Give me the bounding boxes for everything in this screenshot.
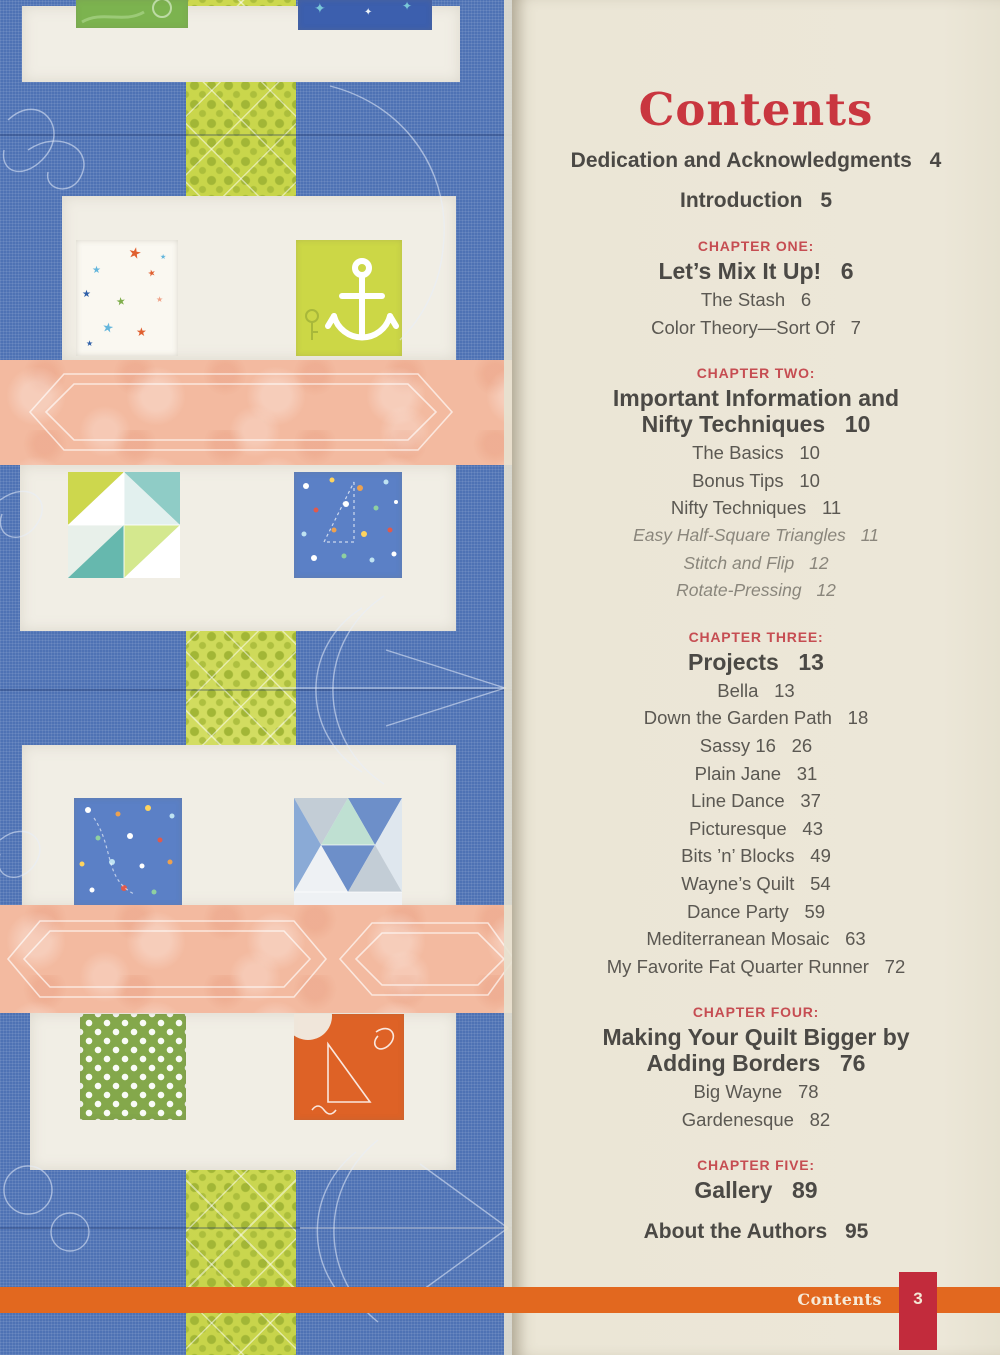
- toc-entry: [512, 925, 1000, 953]
- toc-entry: [512, 314, 1000, 342]
- entry-page: 26: [791, 734, 813, 756]
- entry-label: Color Theory—Sort Of: [651, 316, 835, 338]
- entry-page: 6: [800, 289, 812, 310]
- entry-label: Stitch and Flip: [683, 552, 795, 573]
- toc-entry: [512, 188, 1000, 214]
- entry-page: 13: [774, 679, 795, 701]
- entry-page: 11: [821, 497, 842, 519]
- entry-label: Picturesque: [689, 817, 787, 839]
- toc-entry: [512, 439, 1000, 467]
- entry-label: Line Dance: [691, 790, 785, 812]
- page-title: Contents: [638, 83, 874, 136]
- toc-entry: [512, 815, 1000, 843]
- entry-label: Easy Half-Square Triangles: [633, 524, 846, 545]
- chapter-title: Gallery 89: [694, 1177, 818, 1204]
- entry-page: 43: [802, 817, 823, 839]
- entry-page: 54: [810, 872, 831, 894]
- page-number-tab: [899, 1272, 937, 1350]
- entry-label: Bella: [717, 679, 759, 701]
- toc-entry: [512, 760, 1000, 788]
- toc-entry: [512, 494, 1000, 522]
- chapter-section: [512, 627, 1000, 981]
- chapter-title: Important Information and: [612, 385, 900, 412]
- entry-page: 95: [845, 1220, 869, 1244]
- entry-label: Big Wayne: [693, 1081, 783, 1103]
- contents-page: [512, 0, 1000, 1355]
- entry-label: About the Authors: [643, 1220, 828, 1244]
- chapter-page: 10: [844, 411, 871, 438]
- chapter-kicker: CHAPTER THREE:: [688, 628, 824, 645]
- entry-label: Bits ’n’ Blocks: [681, 845, 795, 867]
- entry-label: My Favorite Fat Quarter Runner: [606, 955, 869, 977]
- toc-entry: [512, 898, 1000, 926]
- toc-entry: [512, 550, 1000, 578]
- entry-label: Dance Party: [686, 900, 789, 922]
- toc-entry: [512, 286, 1000, 314]
- entry-label: Dedication and Acknowledgments: [570, 149, 912, 172]
- chapter-title: Making Your Quilt Bigger by: [602, 1024, 910, 1051]
- chapter-page: 6: [840, 258, 854, 284]
- toc-entry: [512, 842, 1000, 870]
- fabric-star-print: ★ ★ ★ ★ ★ ★ ★ ★ ★ ★: [76, 240, 178, 356]
- entry-page: 31: [796, 762, 818, 784]
- chapter-section: [512, 1155, 1000, 1203]
- entry-label: Nifty Techniques: [670, 497, 807, 519]
- chapter-page: 89: [791, 1177, 818, 1204]
- toc-entry: [512, 732, 1000, 760]
- entry-page: 5: [820, 189, 832, 212]
- entry-page: 10: [799, 442, 820, 464]
- entry-page: 82: [809, 1108, 831, 1130]
- chapter-title: Projects 13: [688, 648, 824, 675]
- entry-page: 72: [884, 955, 906, 977]
- toc-entry: [512, 522, 1000, 550]
- table-of-contents: [512, 0, 1000, 1245]
- page-number: 3: [913, 1289, 923, 1308]
- entry-label: The Basics: [692, 442, 784, 464]
- entry-label: Bonus Tips: [692, 469, 784, 491]
- entry-label: Down the Garden Path: [643, 707, 832, 729]
- toc-entry: [512, 467, 1000, 495]
- entry-label: Rotate-Pressing: [676, 580, 802, 601]
- toc-entry: [512, 870, 1000, 898]
- entry-page: 49: [810, 845, 831, 867]
- toc-entry: [512, 1078, 1000, 1106]
- chapter-section: [512, 236, 1000, 341]
- entry-page: 12: [809, 552, 829, 573]
- entry-page: 11: [860, 524, 879, 545]
- entry-page: 7: [850, 316, 861, 338]
- entry-label: Gardenesque: [681, 1108, 794, 1130]
- entry-page: 18: [847, 707, 869, 729]
- chapter-title: Adding Borders 76: [646, 1050, 866, 1077]
- entry-page: 59: [804, 900, 826, 922]
- entry-label: Introduction: [679, 189, 803, 212]
- toc-entry: [512, 677, 1000, 705]
- entry-page: 4: [929, 149, 942, 172]
- chapter-title: Nifty Techniques 10: [641, 411, 871, 438]
- toc-entry: [512, 704, 1000, 732]
- entry-page: 37: [800, 790, 821, 812]
- footer-section-label: Contents: [797, 1290, 882, 1309]
- toc-entry: [512, 148, 1000, 174]
- entry-label: Sassy 16: [699, 734, 776, 756]
- entry-label: Mediterranean Mosaic: [646, 928, 830, 950]
- entry-page: 78: [797, 1081, 819, 1103]
- toc-entry: [512, 787, 1000, 815]
- fabric-navy-star-print-top: ✦ ✦ ✦: [298, 0, 432, 30]
- footer-band: [0, 1287, 1000, 1313]
- toc-entry: [512, 1106, 1000, 1134]
- chapter-page: 13: [798, 648, 824, 675]
- chapter-kicker: CHAPTER FIVE:: [697, 1157, 815, 1174]
- chapter-kicker: CHAPTER TWO:: [696, 365, 816, 382]
- toc-entry: [512, 1219, 1000, 1245]
- chapter-section: [512, 1002, 1000, 1133]
- chapter-kicker: CHAPTER FOUR:: [692, 1004, 820, 1021]
- toc-entry: [512, 577, 1000, 605]
- entry-label: Plain Jane: [694, 762, 782, 784]
- toc-entry: [512, 953, 1000, 981]
- chapter-section: [512, 363, 1000, 605]
- chapter-page: 76: [839, 1050, 866, 1077]
- entry-label: The Stash: [700, 289, 786, 310]
- entry-page: 10: [799, 469, 820, 491]
- chapter-title: Let’s Mix It Up! 6: [658, 258, 854, 284]
- entry-label: Wayne’s Quilt: [681, 872, 795, 894]
- chapter-kicker: CHAPTER ONE:: [697, 238, 815, 254]
- entry-page: 63: [845, 928, 866, 950]
- quilt-right-edge: [504, 0, 512, 1355]
- entry-page: 12: [816, 580, 836, 601]
